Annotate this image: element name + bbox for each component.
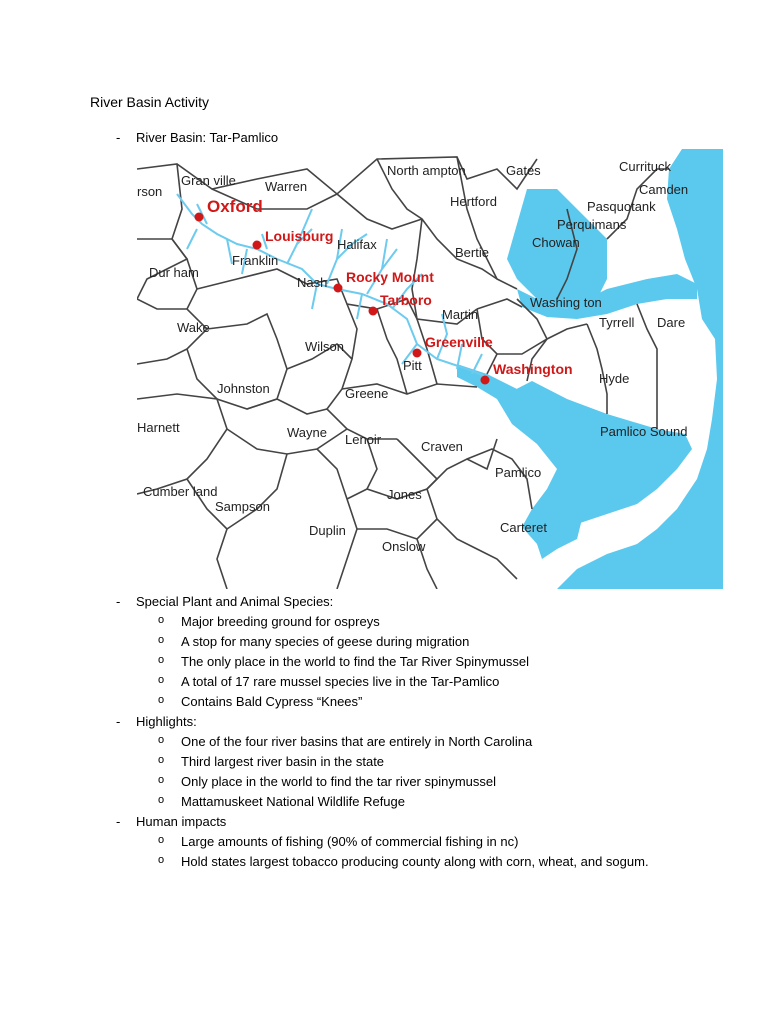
county-label: Jones xyxy=(387,487,422,502)
county-label: Wayne xyxy=(287,425,327,440)
section-heading: Special Plant and Animal Species: xyxy=(136,594,334,609)
bullet-marker: o xyxy=(158,854,165,866)
county-label: Washing ton xyxy=(530,295,602,310)
county-label: North ampton xyxy=(387,163,466,178)
list-item: Large amounts of fishing (90% of commercial fishing in nc) xyxy=(181,834,519,849)
tar-pamlico-map xyxy=(137,149,723,589)
county-label: Pitt xyxy=(403,358,422,373)
list-item: Only place in the world to find the tar river spinymussel xyxy=(181,774,497,789)
county-label: Wilson xyxy=(305,339,345,354)
dash-marker: - xyxy=(116,814,121,829)
list-item: A stop for many species of geese during migration xyxy=(181,634,470,649)
bullet-marker: o xyxy=(158,614,165,626)
city-dot xyxy=(253,241,262,250)
county-label: Johnston xyxy=(217,381,270,396)
list-item: A total of 17 rare mussel species live in the Tar-Pamlico xyxy=(181,674,500,689)
city-dot xyxy=(195,213,204,222)
county-label: Harnett xyxy=(137,420,180,435)
bullet-marker: o xyxy=(158,654,165,666)
county-label: Wake xyxy=(177,320,210,335)
county-label: Onslow xyxy=(382,539,426,554)
list-item: Third largest river basin in the state xyxy=(181,754,385,769)
dash-marker: - xyxy=(116,714,121,729)
list-item: Mattamuskeet National Wildlife Refuge xyxy=(181,794,405,809)
county-label: Camden xyxy=(639,182,689,197)
county-label: Perquimans xyxy=(557,217,627,232)
county-label: Cumber land xyxy=(143,484,218,499)
bullet-marker: o xyxy=(158,694,165,706)
county-label: Franklin xyxy=(232,253,279,268)
county-label: Bertie xyxy=(455,245,489,260)
county-label: rson xyxy=(137,184,163,199)
county-label: Carteret xyxy=(500,520,547,535)
section-heading: Human impacts xyxy=(136,814,227,829)
city-label: Louisburg xyxy=(265,228,334,244)
county-label: Chowan xyxy=(532,235,580,250)
bullet-marker: o xyxy=(158,734,165,746)
county-label: Martin xyxy=(442,307,479,322)
city-label: Greenville xyxy=(425,334,493,350)
county-label: Halifax xyxy=(337,237,377,252)
page-title: River Basin Activity xyxy=(90,94,210,110)
list-item: Hold states largest tobacco producing county along with corn, wheat, and sogum. xyxy=(181,854,649,869)
list-item: The only place in the world to find the Tar River Spinymussel xyxy=(181,654,530,669)
list-item: Major breeding ground for ospreys xyxy=(181,614,380,629)
county-label: Gran ville xyxy=(181,173,236,188)
map-svg xyxy=(137,149,723,589)
bullet-marker: o xyxy=(158,754,165,766)
county-label: Gates xyxy=(506,163,541,178)
county-label: Tyrrell xyxy=(599,315,635,330)
bullet-marker: o xyxy=(158,794,165,806)
county-label: Greene xyxy=(345,386,389,401)
county-label: Currituck xyxy=(619,159,672,174)
city-dot xyxy=(369,307,378,316)
county-label: Craven xyxy=(421,439,463,454)
county-label: Pamlico xyxy=(495,465,542,480)
county-label: Duplin xyxy=(309,523,346,538)
bullet-marker: o xyxy=(158,774,165,786)
bullet-marker: o xyxy=(158,834,165,846)
county-label: Hertford xyxy=(450,194,497,209)
sound-label: Pamlico Sound xyxy=(600,424,688,439)
city-dot xyxy=(334,284,343,293)
city-label: Washington xyxy=(493,361,573,377)
county-label: Dare xyxy=(657,315,686,330)
dash-marker: - xyxy=(116,594,121,609)
section-heading: Highlights: xyxy=(136,714,197,729)
city-label: Oxford xyxy=(207,197,263,216)
county-label: Nash xyxy=(297,275,328,290)
list-item: One of the four river basins that are entirely in North Carolina xyxy=(181,734,533,749)
bullet-marker: o xyxy=(158,674,165,686)
city-dot xyxy=(481,376,490,385)
county-label: Lenoir xyxy=(345,432,382,447)
city-label: Tarboro xyxy=(380,292,432,308)
county-label: Dur ham xyxy=(149,265,199,280)
bullet-marker: o xyxy=(158,634,165,646)
city-dot xyxy=(413,349,422,358)
county-label: Pasquotank xyxy=(587,199,656,214)
county-label: Hyde xyxy=(599,371,630,386)
list-item: Contains Bald Cypress “Knees” xyxy=(181,694,363,709)
basin-line: River Basin: Tar-Pamlico xyxy=(136,130,279,145)
county-label: Sampson xyxy=(215,499,270,514)
county-label: Warren xyxy=(265,179,308,194)
city-label: Rocky Mount xyxy=(346,269,434,285)
dash-marker: - xyxy=(116,130,121,145)
